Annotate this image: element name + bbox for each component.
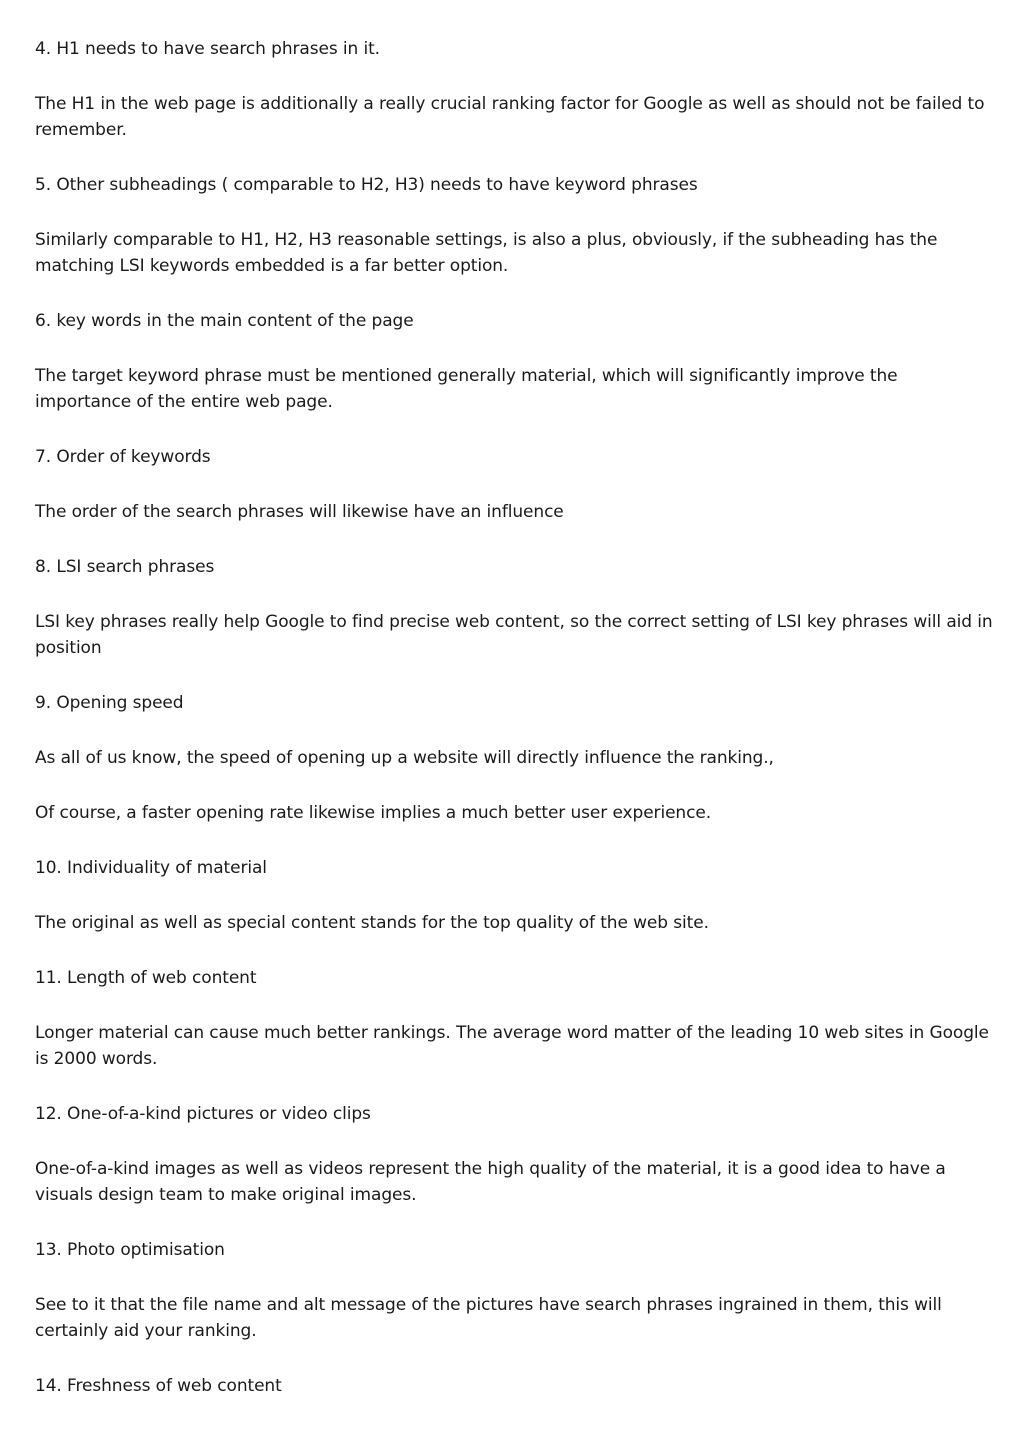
heading-lsi: 8. LSI search phrases — [35, 557, 215, 577]
paragraph-content-length: Longer material can cause much better rankings. The average word matter of the leading 10 web sites in Google is 2000 words. — [35, 1023, 989, 1069]
paragraph-unique-media: One-of-a-kind images as well as videos represent the high quality of the material, it is a good idea to have a visuals design team to make original images. — [35, 1159, 946, 1205]
heading-content-length: 11. Length of web content — [35, 968, 257, 988]
heading-unique-media: 12. One-of-a-kind pictures or video clips — [35, 1104, 371, 1124]
heading-photo-optimisation: 13. Photo optimisation — [35, 1240, 225, 1260]
paragraph-opening-speed-1: As all of us know, the speed of opening up a website will directly influence the ranking., — [35, 748, 774, 768]
document-page — [35, 36, 995, 1428]
paragraph-subheadings: Similarly comparable to H1, H2, H3 reasonable settings, is also a plus, obviously, if the subheading has the matching LSI keywords embedded is a far better option. — [35, 230, 938, 276]
heading-freshness: 14. Freshness of web content — [35, 1376, 282, 1396]
heading-individuality: 10. Individuality of material — [35, 858, 267, 878]
heading-subheadings: 5. Other subheadings ( comparable to H2, H3) needs to have keyword phrases — [35, 175, 698, 195]
heading-h1-keywords: 4. H1 needs to have search phrases in it. — [35, 39, 380, 59]
paragraph-keyword-order: The order of the search phrases will likewise have an influence — [35, 502, 564, 522]
paragraph-lsi: LSI key phrases really help Google to find precise web content, so the correct setting of LSI key phrases will aid in position — [35, 612, 993, 658]
paragraph-opening-speed-2: Of course, a faster opening rate likewise implies a much better user experience. — [35, 803, 712, 823]
heading-main-content: 6. key words in the main content of the page — [35, 311, 414, 331]
paragraph-h1-ranking: The H1 in the web page is additionally a really crucial ranking factor for Google as well as should not be failed to remember. — [35, 94, 985, 140]
paragraph-individuality: The original as well as special content stands for the top quality of the web site. — [35, 913, 709, 933]
heading-keyword-order: 7. Order of keywords — [35, 447, 211, 467]
paragraph-main-content: The target keyword phrase must be mentioned generally material, which will significantly improve the importance of the entire web page. — [35, 366, 898, 412]
heading-opening-speed: 9. Opening speed — [35, 693, 184, 713]
paragraph-photo-optimisation: See to it that the file name and alt message of the pictures have search phrases ingrained in them, this will certainly aid your ranking. — [35, 1295, 942, 1341]
